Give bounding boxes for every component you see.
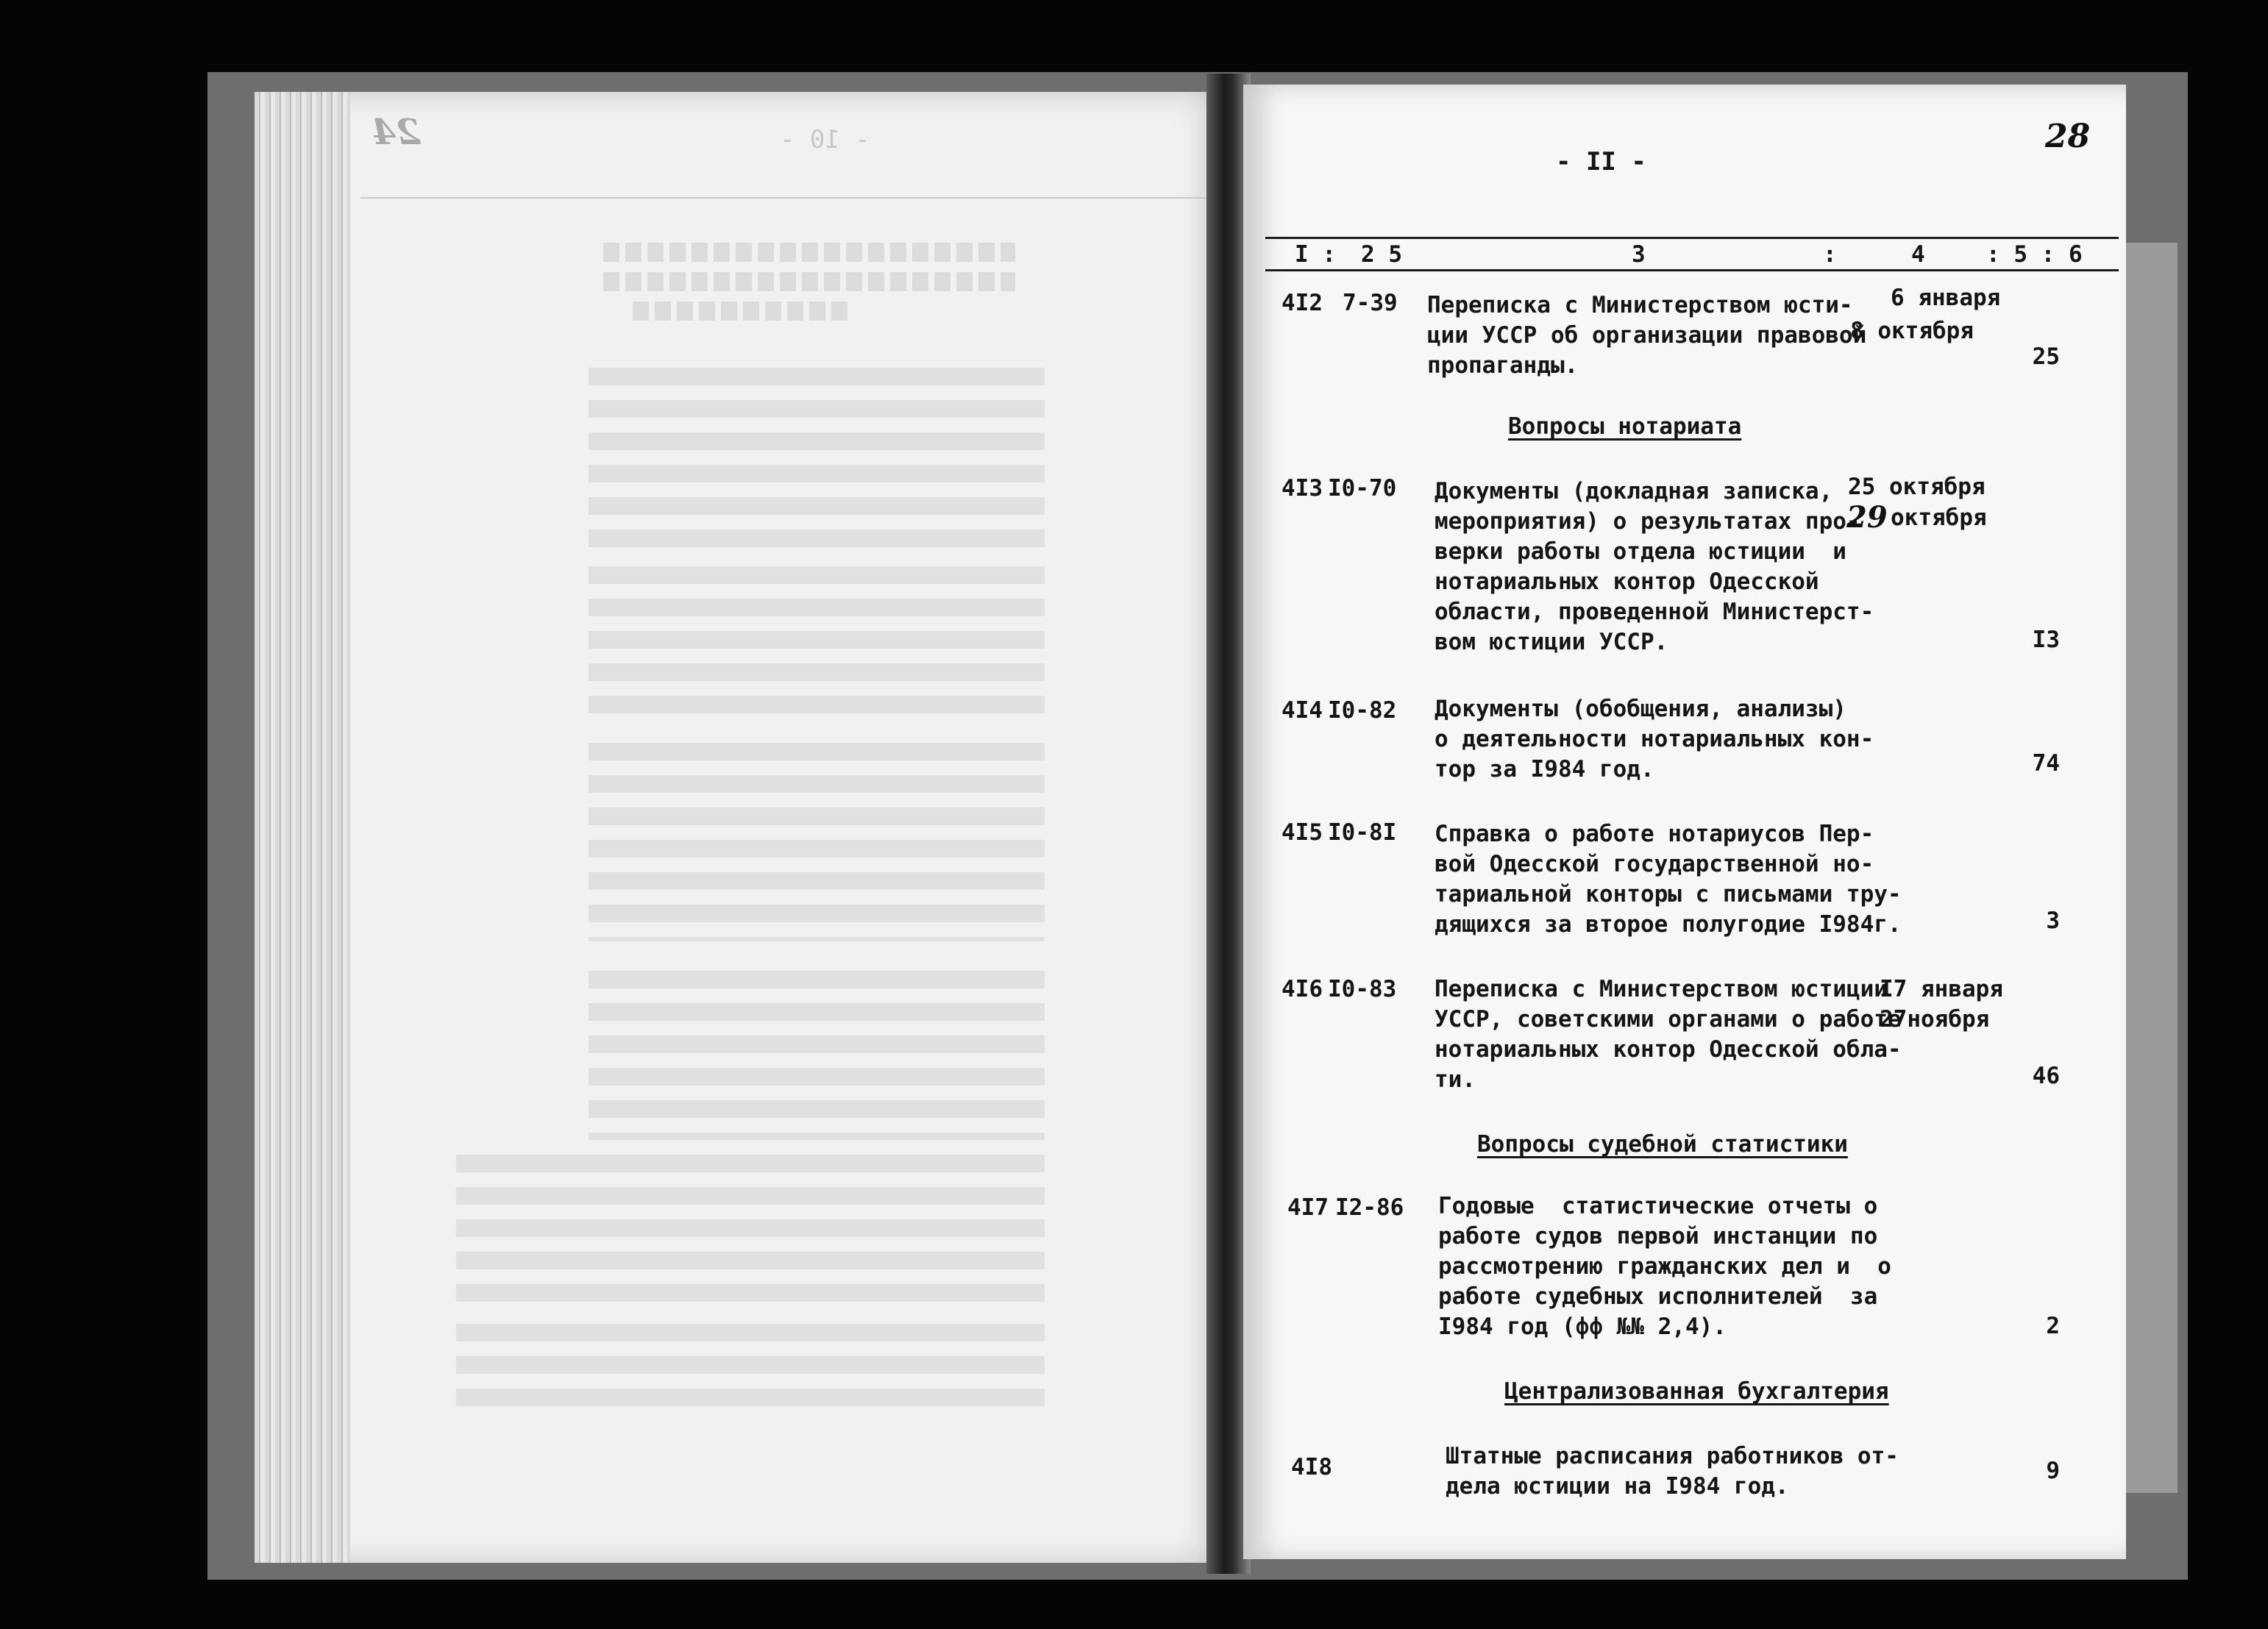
entry-text-line: пропаганды.: [1427, 352, 1579, 379]
entry-text-line: Переписка с Министерством юсти-: [1427, 292, 1853, 318]
entry-sheets: 74: [2032, 750, 2060, 777]
entry-date-end: октября: [1891, 505, 1987, 531]
left-corner-mark-text: 24: [372, 112, 421, 153]
entry-num: 4I3: [1281, 475, 1323, 502]
entry-code: I0-8I: [1328, 819, 1397, 846]
entry-code: I2-86: [1335, 1194, 1404, 1221]
left-bleed-through: [412, 243, 1192, 1493]
col-header-3: 3: [1632, 241, 1646, 268]
section-heading-notary: Вопросы нотариата: [1508, 413, 1742, 440]
entry-sheets: 9: [2046, 1458, 2060, 1484]
entry-date-end: 27ноября: [1880, 1006, 1990, 1033]
entry-sheets: 46: [2032, 1063, 2060, 1089]
entry-text-line: нотариальных контор Одесской: [1435, 568, 1819, 595]
entry-text-line: тариальной конторы с письмами тру-: [1435, 881, 1902, 908]
entry-date-start: 6 января: [1891, 285, 2001, 311]
col-header-1: I :: [1295, 241, 1336, 268]
entry-text-line: Штатные расписания работников от-: [1446, 1443, 1899, 1469]
page-stack-edges: [255, 92, 350, 1563]
entry-code: I0-83: [1328, 976, 1397, 1002]
col-header-25: 2 5: [1361, 241, 1402, 268]
entry-code: I0-82: [1328, 697, 1397, 724]
left-header-text: - 10 -: [780, 125, 870, 154]
header-top-rule: [1265, 237, 2119, 239]
entry-text-line: дела юстиции на I984 год.: [1446, 1473, 1789, 1500]
entry-num: 4I4: [1281, 697, 1323, 724]
entry-text-line: ции УССР об организации правовой: [1427, 322, 1867, 349]
entry-text-line: дящихся за второе полугодие I984г.: [1435, 911, 1902, 938]
entry-text-line: работе судебных исполнителей за: [1438, 1283, 1878, 1310]
entry-num: 4I7: [1287, 1194, 1329, 1221]
folder-edge: [2119, 243, 2178, 1493]
entry-text-line: нотариальных контор Одесской обла-: [1435, 1036, 1902, 1063]
col-header-56: : 5 : 6: [1986, 241, 2083, 268]
section-heading-accounting: Централизованная бухгалтерия: [1504, 1378, 1889, 1405]
entry-text-line: области, проведенной Министерст-: [1435, 599, 1874, 625]
entry-text-line: работе судов первой инстанции по: [1438, 1223, 1878, 1250]
entry-num: 4I2: [1281, 290, 1323, 316]
entry-text-line: Переписка с Министерством юстиции: [1435, 976, 1888, 1002]
entry-text-line: рассмотрению гражданских дел и о: [1438, 1253, 1891, 1280]
entry-text-line: вой Одесской государственной но-: [1435, 851, 1874, 877]
entry-date-start: I7 января: [1880, 976, 2003, 1002]
entry-text-line: Годовые статистические отчеты о: [1438, 1193, 1878, 1219]
entry-num: 4I8: [1291, 1454, 1332, 1480]
entry-sheets: 25: [2032, 343, 2060, 370]
header-bottom-rule: [1265, 269, 2119, 271]
entry-text-line: вом юстиции УССР.: [1435, 629, 1668, 655]
col-header-colon: :: [1823, 241, 1837, 268]
entry-text-line: верки работы отдела юстиции и: [1435, 538, 1846, 565]
left-header-rule: [360, 197, 1206, 199]
entry-sheets: 3: [2046, 908, 2060, 934]
entry-date-start: 25 октября: [1848, 474, 1986, 500]
entry-text-line: Документы (докладная записка,: [1435, 478, 1833, 505]
entry-text-line: Документы (обобщения, анализы): [1435, 696, 1846, 722]
entry-date-end: 8 октября: [1850, 318, 1974, 344]
entry-text-line: о деятельности нотариальных кон-: [1435, 726, 1874, 752]
left-page-header: [780, 125, 870, 154]
entry-text-line: мероприятия) о результатах про-: [1435, 508, 1860, 535]
entry-code: 7-39: [1343, 290, 1398, 316]
entry-code: I0-70: [1328, 475, 1397, 502]
left-corner-mark: [372, 112, 421, 153]
entry-text-line: УССР, советскими органами о работе: [1435, 1006, 1902, 1033]
section-heading-court-statistics: Вопросы судебной статистики: [1477, 1131, 1848, 1158]
entry-date-handwritten: 29: [1846, 500, 1888, 535]
entry-sheets: 2: [2046, 1313, 2060, 1339]
entry-text-line: I984 год (фф №№ 2,4).: [1438, 1313, 1727, 1340]
page-number-handwritten: 28: [2045, 118, 2091, 155]
entry-text-line: Справка о работе нотариусов Пер-: [1435, 821, 1874, 847]
entry-num: 4I6: [1281, 976, 1323, 1002]
page-header: - II -: [1556, 147, 1646, 177]
entry-text-line: ти.: [1435, 1066, 1476, 1093]
col-header-4: 4: [1911, 241, 1925, 268]
entry-sheets: I3: [2032, 627, 2060, 653]
entry-num: 4I5: [1281, 819, 1323, 846]
entry-text-line: тор за I984 год.: [1435, 756, 1654, 783]
